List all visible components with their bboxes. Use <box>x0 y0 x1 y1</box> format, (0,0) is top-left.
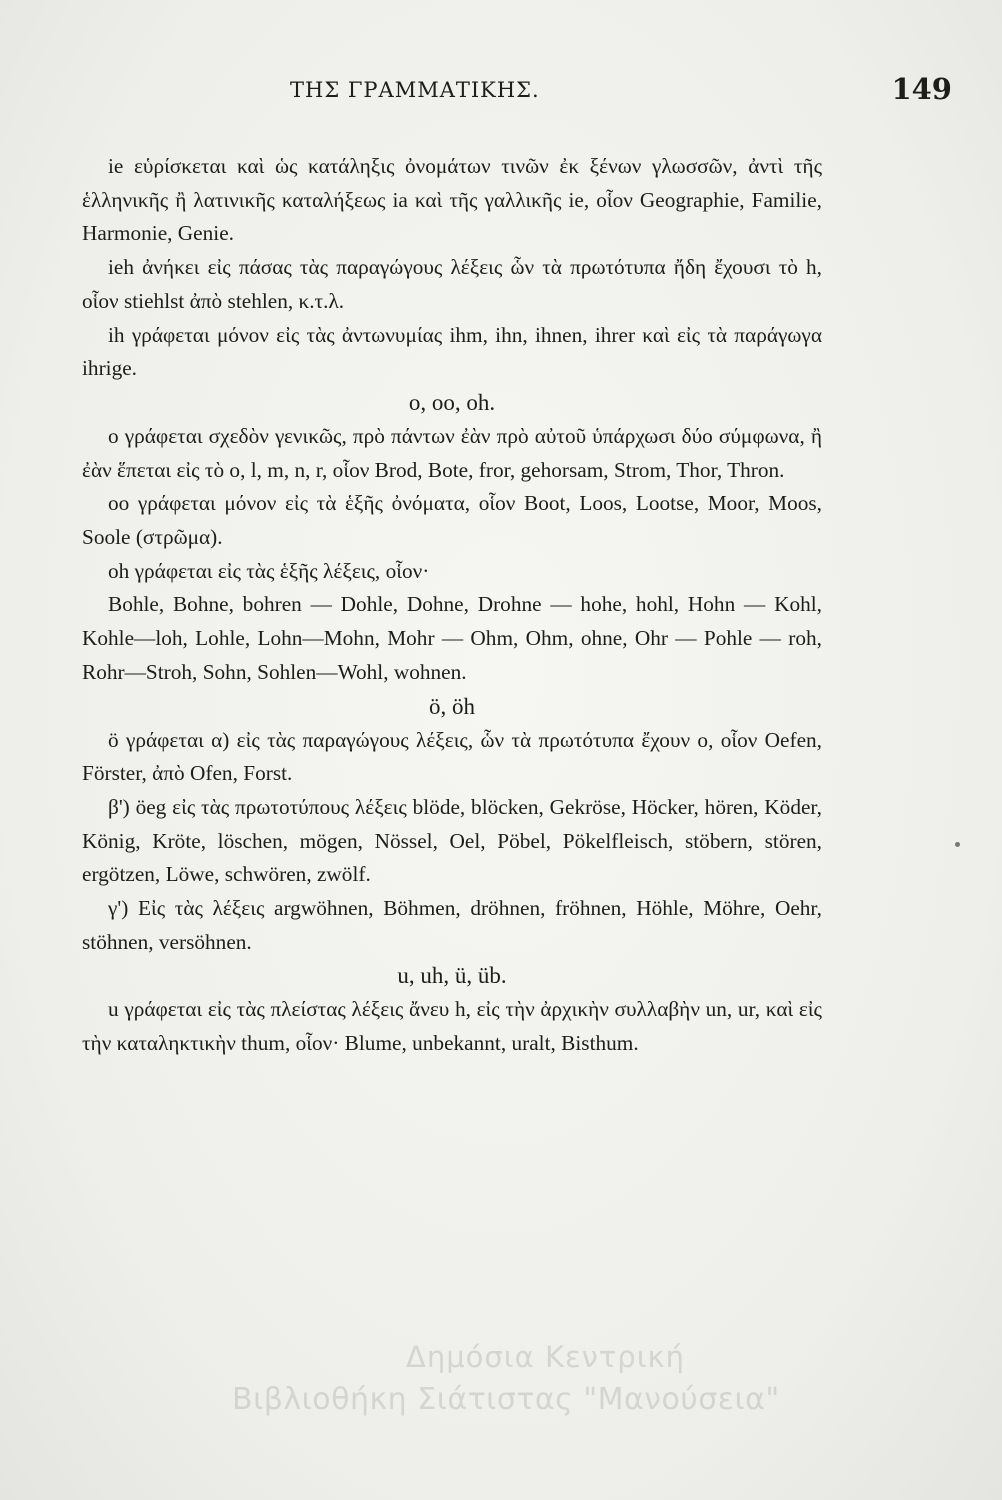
page-body <box>82 150 822 1061</box>
section-heading-u: u, uh, ü, üb. <box>397 963 507 989</box>
paragraph-o: o γράφεται σχεδὸν γενικῶς, πρὸ πάντων ἐὰν πρὸ αὐτοῦ ὑπάρχωσι δύο σύμφωνα, ἢ ἐὰν ἕπεται εἰς τὸ o, l, m, n, r, οἷον Brod, Bote, fror, gehorsam, Strom, Thor, Thron. <box>82 423 822 482</box>
word-list-oh: Bohle, Bohne, bohren — Dohle, Dohne, Drohne — hohe, hohl, Hohn — Kohl, Kohle—loh, Lohle, Lohn—Mohn, Mohr — Ohm, Ohm, ohne, Ohr — Pohle — roh, Rohr—Stroh, Sohn, Sohlen—Wohl, wohnen. <box>82 592 822 684</box>
paragraph-ieh: ieh ἀνήκει εἰς πάσας τὰς παραγώγους λέξεις ὧν τὰ πρωτότυπα ἤδη ἔχουσι τὸ h, οἷον stiehlst ἀπὸ stehlen, κ.τ.λ. <box>82 255 822 313</box>
paper-speck <box>955 842 960 847</box>
page-header <box>60 72 960 112</box>
paragraph-ih: ih γράφεται μόνον εἰς τὰς ἀντωνυμίας ihm, ihn, ihnen, ihrer καὶ εἰς τὰ παράγωγα ihrige. <box>82 322 822 381</box>
paragraph-oe-a: ö γράφεται α) εἰς τὰς παραγώγους λέξεις, ὧν τὰ πρωτότυπα ἔχουν o, οἷον Oefen, Förster, ἀπὸ Ofen, Forst. <box>82 727 822 786</box>
running-head: ΤΗΣ ΓΡΑΜΜΑΤΙΚΗΣ. <box>290 78 540 102</box>
paragraph-oe-b: β') öeg εἰς τὰς πρωτοτύπους λέξεις blöde, blöcken, Gekröse, Höcker, hören, Köder, König, Kröte, löschen, mögen, Nössel, Oel, Pöbel, Pökelfleisch, stöbern, stören, ergötzen, Löwe, schwören, zwölf. <box>82 794 822 887</box>
section-heading-oe: ö, öh <box>429 693 475 719</box>
paragraph-oo: oo γράφεται μόνον εἰς τὰ ἑξῆς ὀνόματα, οἷον Boot, Loos, Lootse, Moor, Moos, Soole (στρῶμα). <box>82 491 822 550</box>
library-watermark-line1: Δημόσια Κεντρική <box>406 1340 685 1374</box>
paragraph-oh: oh γράφεται εἰς τὰς ἑξῆς λέξεις, οἷον· <box>108 558 430 583</box>
section-heading-o: o, oo, oh. <box>408 389 496 415</box>
paragraph-u: u γράφεται εἰς τὰς πλείστας λέξεις ἄνευ h, εἰς τὴν ἀρχικὴν συλλαβὴν un, ur, καὶ εἰς τὴν καταληκτικὴν thum, οἷον· Blume, unbekannt, uralt, Bisthum. <box>82 997 822 1056</box>
paragraph-oe-c: γ') Εἰς τὰς λέξεις argwöhnen, Böhmen, dröhnen, fröhnen, Höhle, Möhre, Oehr, stöhnen, versöhnen. <box>82 896 822 954</box>
paragraph-ie: ie εὑρίσκεται καὶ ὡς κατάληξις ὀνομάτων τινῶν ἐκ ξένων γλωσσῶν, ἀντὶ τῆς ἑλληνικῆς ἢ λατινικῆς καταλήξεως ia καὶ τῆς γαλλικῆς ie, οἷον Geographie, Familie, Harmonie, Genie. <box>82 154 822 246</box>
library-watermark-line2: Βιβλιοθήκη Σιάτιστας "Μανούσεια" <box>232 1382 780 1417</box>
page-number: 149 <box>891 72 952 106</box>
